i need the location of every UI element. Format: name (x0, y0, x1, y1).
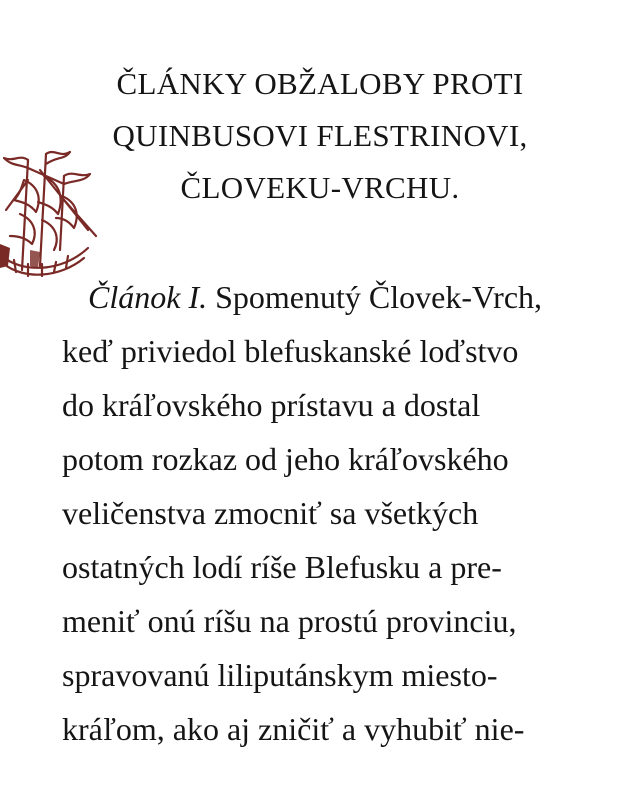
title-line-3: ČLOVEKU-VRCHU. (180, 170, 460, 205)
text-line-3: do kráľovského prístavu a dostal (62, 387, 481, 423)
text-line-7: meniť onú ríšu na prostú provinciu, (62, 603, 517, 639)
article-label: Článok I. (88, 279, 208, 315)
text-line-9: kráľom, ako aj zničiť a vyhubiť nie- (62, 711, 525, 747)
article-text (62, 270, 582, 756)
text-line-1-rest: Spomenutý Človek-Vrch, (207, 279, 543, 315)
text-line-6: ostatných lodí ríše Blefusku a pre- (62, 549, 502, 585)
sailing-ship-icon (0, 140, 104, 280)
text-line-4: potom rozkaz od jeho kráľovského (62, 441, 509, 477)
text-line-2: keď priviedol blefuskanské loďstvo (62, 333, 519, 369)
title-line-1: ČLÁNKY OBŽALOBY PROTI (116, 66, 524, 101)
text-line-1 (62, 270, 582, 324)
text-line-5: veličenstva zmocniť sa všetkých (62, 495, 479, 531)
text-line-8: spravovanú liliputánskym miesto- (62, 657, 498, 693)
title-line-2: QUINBUSOVI FLESTRINOVI, (112, 118, 528, 153)
